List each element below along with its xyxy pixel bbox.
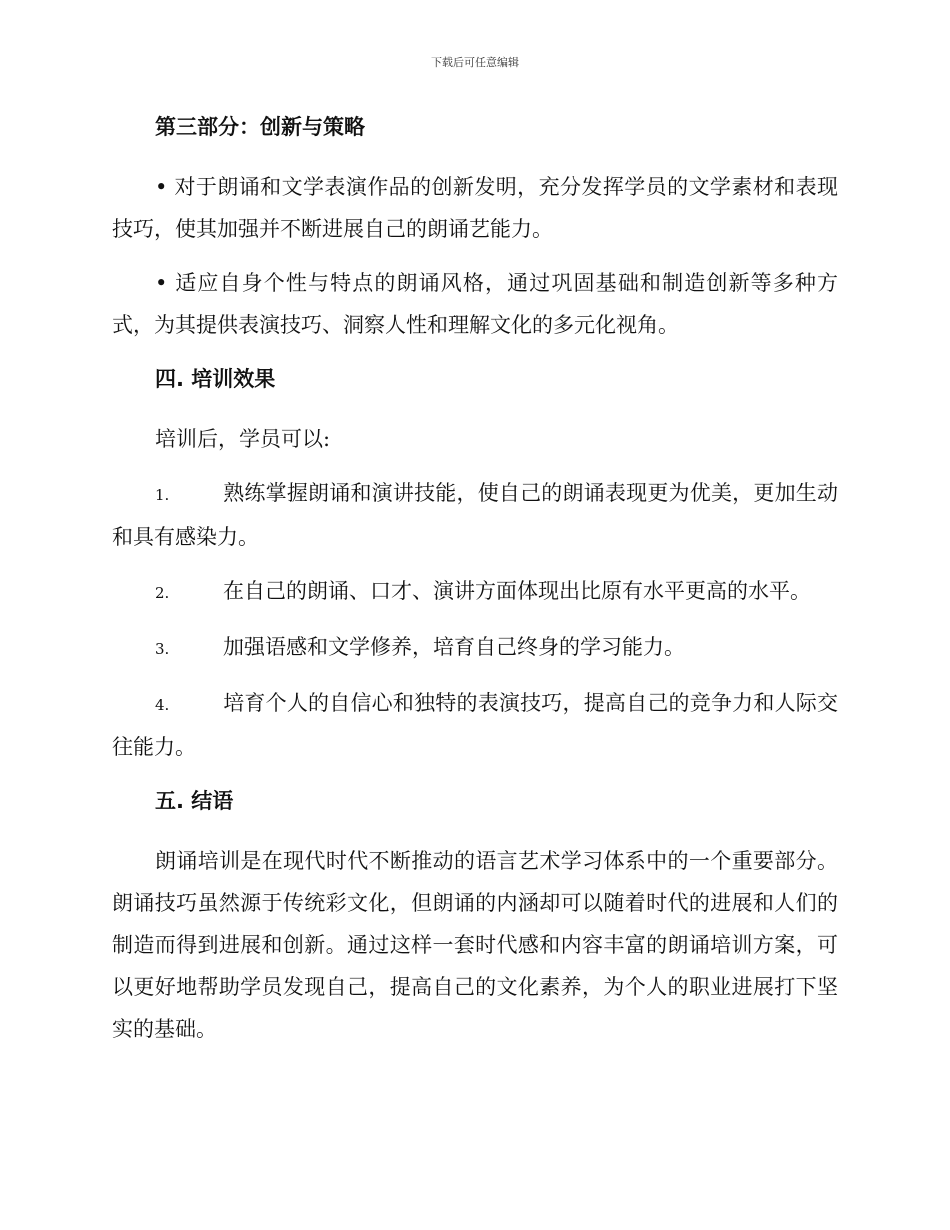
list-item-number: 1. bbox=[155, 486, 170, 504]
section5-heading: 五. 结语 bbox=[155, 789, 234, 813]
list-item-number: 3. bbox=[155, 640, 170, 658]
list-item-text: 在自己的朗诵、口才、演讲方面体现出比原有水平更高的水平。 bbox=[223, 579, 811, 603]
list-item-text: 熟练掌握朗诵和演讲技能，使自己的朗诵表现更为优美，更加生动和具有感染力。 bbox=[112, 481, 838, 549]
list-item bbox=[112, 626, 838, 670]
list-item-text: 加强语感和文学修养，培育自己终身的学习能力。 bbox=[223, 635, 685, 659]
list-item-number: 4. bbox=[155, 696, 170, 714]
list-item bbox=[112, 472, 838, 558]
section4-heading: 四. 培训效果 bbox=[155, 367, 276, 391]
section3-bullet-2: • 适应自身个性与特点的朗诵风格，通过巩固基础和制造创新等多种方式，为其提供表演技巧、洞察人性和理解文化的多元化视角。 bbox=[112, 271, 838, 337]
list-item bbox=[112, 570, 838, 614]
document-content bbox=[112, 112, 838, 1062]
list-item bbox=[112, 682, 838, 768]
page-header: 下载后可任意编辑 bbox=[431, 56, 519, 69]
list-item-text: 培育个人的自信心和独特的表演技巧，提高自己的竞争力和人际交往能力。 bbox=[112, 691, 838, 759]
section3-heading: 第三部分：创新与策略 bbox=[155, 115, 365, 139]
section3-bullet-1: • 对于朗诵和文学表演作品的创新发明，充分发挥学员的文学素材和表现技巧，使其加强并不断进展自己的朗诵艺能力。 bbox=[112, 175, 838, 241]
section5-body: 朗诵培训是在现代时代不断推动的语言艺术学习体系中的一个重要部分。朗诵技巧虽然源于传统彩文化，但朗诵的内涵却可以随着时代的进展和人们的制造而得到进展和创新。通过这样一套时代感和内容丰富的朗诵培训方案，可以更好地帮助学员发现自己，提高自己的文化素养，为个人的职业进展打下坚实的基础。 bbox=[112, 849, 838, 1041]
section4-intro: 培训后，学员可以: bbox=[155, 427, 331, 451]
list-item-number: 2. bbox=[155, 584, 170, 602]
